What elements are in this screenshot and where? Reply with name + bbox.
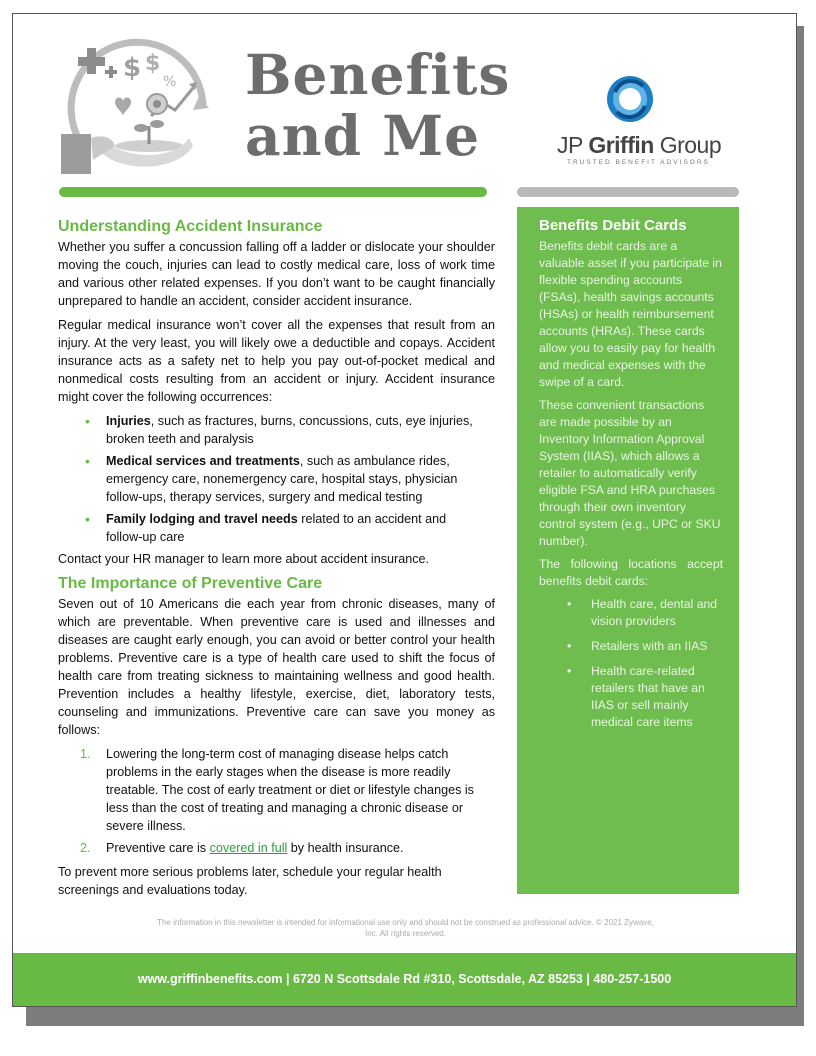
- preventive-paragraph-1: Seven out of 10 Americans die each year from chronic diseases, many of which are preventable. When preventive care is used and illnesses and diseases are caught early enough, you can avoid or better control your health problems. Preventive care is a type of health care used to shift the focus of health care from treating sickness to maintaining wellness and good health. Prevention includes a healthy lifestyle, exercise, diet, laboratory tests, counseling and immunizations. Preventive care can save you money as follows:: [58, 597, 495, 737]
- svg-text:$: $: [123, 53, 142, 83]
- sidebar-panel: [517, 207, 739, 894]
- list-item: [80, 745, 495, 835]
- preventive-heading: The Importance of Preventive Care: [58, 575, 323, 592]
- main-column: [58, 217, 495, 905]
- sidebar-locations-list: [539, 596, 723, 731]
- sidebar-divider: [517, 187, 739, 197]
- newsletter-page: [12, 13, 797, 1007]
- company-logo-icon: [605, 74, 655, 124]
- list-item: • Health care, dental and vision providers: [591, 596, 723, 630]
- accident-closing: Contact your HR manager to learn more about accident insurance.: [58, 552, 430, 566]
- sidebar-paragraph-3: The following locations accept benefits debit cards:: [539, 557, 723, 588]
- list-item: • Health care-related retailers that have an IIAS or sell mainly medical care items: [591, 663, 723, 731]
- list-item-text: Lowering the long-term cost of managing disease helps catch problems in the early stages when the disease is more readily treatable. The cost of early treatment or diet or lifestyle changes is less than the cost of treating and managing a chronic disease or severe illness.: [106, 747, 474, 833]
- logo-name-end: Group: [653, 132, 722, 158]
- title-line-1: Benefits: [245, 42, 511, 107]
- accident-heading: Understanding Accident Insurance: [58, 218, 323, 235]
- sidebar-paragraph-2: These convenient transactions are made possible by an Inventory Information Approval System (IIAS), which allows a retailer to automatically verify eligible FSA and HRA purchases through their own inventory control system (e.g., UPC or SKU number).: [539, 398, 721, 548]
- main-divider: [59, 187, 487, 197]
- health-money-illustration: [53, 34, 233, 184]
- logo-tagline: TRUSTED BENEFIT ADVISORS: [567, 159, 710, 166]
- list-item: [106, 452, 495, 506]
- list-number: 1.: [80, 747, 91, 761]
- sidebar-heading: Benefits Debit Cards: [539, 217, 687, 234]
- title-line-2: and Me: [245, 103, 481, 168]
- list-item-bold: Family lodging and travel needs: [106, 512, 298, 526]
- list-item: [106, 510, 495, 546]
- list-item-bold: Injuries: [106, 414, 151, 428]
- newsletter-title: [245, 44, 510, 166]
- list-item-text: , such as ambulance rides, emergency care, nonemergency care, hospital stays, physician follow-ups, therapy services, surgery and medical testing: [106, 454, 458, 504]
- preventive-closing: To prevent more serious problems later, schedule your regular health screenings and evaluations today.: [58, 865, 442, 897]
- disclaimer: The information in this newsletter is intended for informational use only and should not be construed as professional advice. © 2021 Zywave, Inc. All rights reserved.: [157, 918, 654, 938]
- list-number: 2.: [80, 841, 91, 855]
- accident-paragraph-2: Regular medical insurance won’t cover all the expenses that result from an injury. At the very least, you will likely owe a deductible and copays. Accident insurance acts as a safety net to help you pay out-of-pocket medical and nonmedical costs resulting from an accident or injury. Accident insurance might cover the following occurrences:: [58, 318, 495, 404]
- accident-coverage-list: [58, 412, 495, 546]
- logo-name-light: JP: [557, 132, 589, 158]
- preventive-savings-list: [58, 745, 495, 857]
- svg-text:$: $: [145, 51, 161, 76]
- list-item-text: by health insurance.: [287, 841, 404, 855]
- list-item-bold: Medical services and treatments: [106, 454, 300, 468]
- covered-in-full-link[interactable]: covered in full: [209, 841, 288, 855]
- accident-paragraph-1: Whether you suffer a concussion falling off a ladder or dislocate your shoulder moving the couch, injuries can lead to costly medical care, loss of work time and various other related expenses. If you don’t want to be caught financially unprepared to handle an accident, consider accident insurance.: [58, 240, 495, 308]
- list-item-text: Preventive care is: [106, 841, 210, 855]
- list-item: [106, 412, 495, 448]
- list-item-text: , such as fractures, burns, concussions, cuts, eye injuries, broken teeth and paralysis: [106, 414, 473, 446]
- list-item: • Retailers with an IIAS: [591, 638, 723, 655]
- sidebar-paragraph-1: Benefits debit cards are a valuable asset if you participate in flexible spending accounts (FSAs), health savings accounts (HSAs) or health reimbursement accounts (HRAs). These cards allow you to easily pay for health and medical expenses with the swipe of a card.: [539, 239, 722, 389]
- footer-contact-bar: www.griffinbenefits.com | 6720 N Scottsdale Rd #310, Scottsdale, AZ 85253 | 480-257-1500: [13, 953, 796, 1006]
- company-logo-text: [557, 132, 721, 159]
- list-item-text: related to an accident and follow-up care: [106, 512, 447, 544]
- logo-name-bold: Griffin: [588, 132, 654, 158]
- list-item: [80, 839, 495, 857]
- svg-text:%: %: [163, 74, 177, 90]
